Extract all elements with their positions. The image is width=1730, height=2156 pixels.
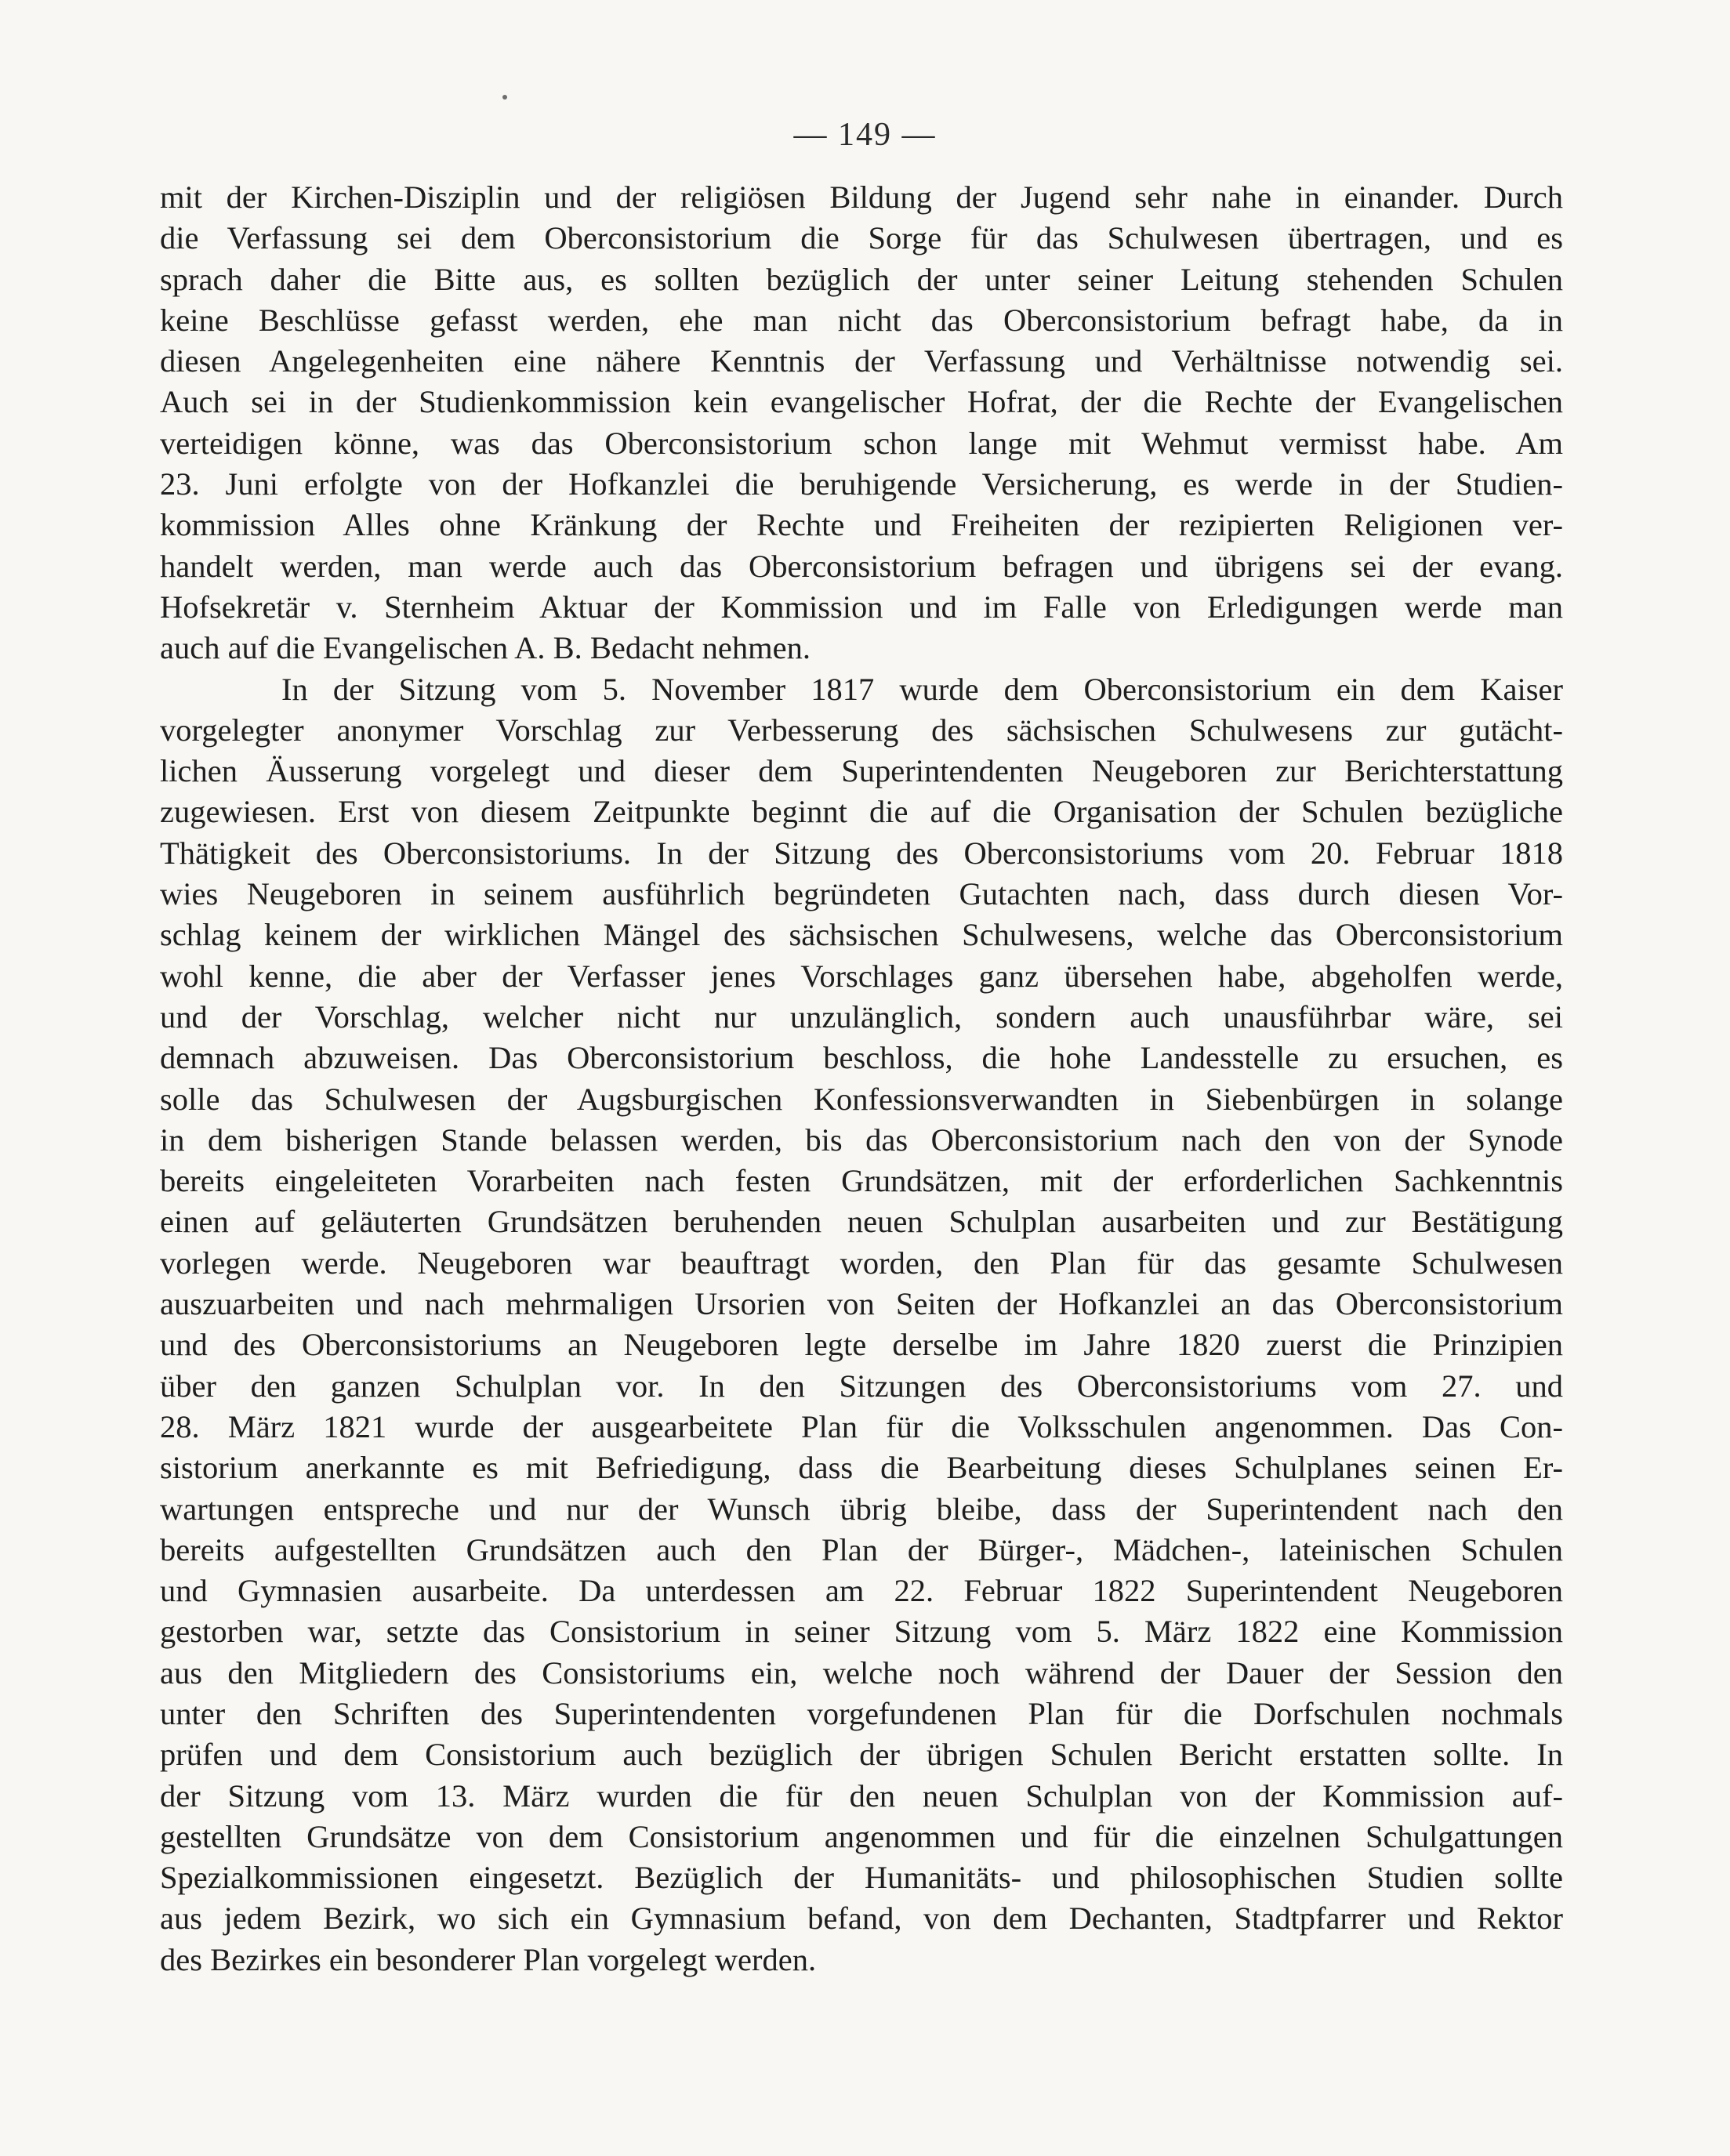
text-line: und der Vorschlag, welcher nicht nur unzulänglich, sondern auch unausführbar wäre, sei	[160, 998, 1563, 1035]
text-line: mit der Kirchen-Disziplin und der religiösen Bildung der Jugend sehr nahe in einander. Durch	[160, 179, 1563, 215]
text-line: kommission Alles ohne Kränkung der Rechte und Freiheiten der rezipierten Religionen ver-	[160, 507, 1563, 543]
body-text	[160, 177, 1563, 1980]
ink-speck	[502, 95, 507, 100]
text-line: Hofsekretär v. Sternheim Aktuar der Kommission und im Falle von Erledigungen werde man	[160, 589, 1563, 625]
text-line: handelt werden, man werde auch das Oberconsistorium befragen und übrigens sei der evang.	[160, 548, 1563, 584]
text-line: wartungen entspreche und nur der Wunsch übrig bleibe, dass der Superintendent nach den	[160, 1491, 1563, 1527]
text-line: aus jedem Bezirk, wo sich ein Gymnasium befand, von dem Dechanten, Stadtpfarrer und Rektor	[160, 1901, 1563, 1937]
text-line: verteidigen könne, was das Oberconsistorium schon lange mit Wehmut vermisst habe. Am	[160, 425, 1563, 461]
text-line: auch auf die Evangelischen A. B. Bedacht nehmen.	[160, 630, 811, 666]
text-line: prüfen und dem Consistorium auch bezüglich der übrigen Schulen Bericht erstatten sollte. In	[160, 1737, 1563, 1773]
text-line: Auch sei in der Studienkommission kein evangelischer Hofrat, der die Rechte der Evangelischen	[160, 384, 1563, 420]
text-line: wohl kenne, die aber der Verfasser jenes Vorschlages ganz übersehen habe, abgeholfen werde,	[160, 958, 1563, 994]
text-line: bereits aufgestellten Grundsätzen auch den Plan der Bürger-, Mädchen-, lateinischen Schulen	[160, 1531, 1563, 1567]
text-line: In der Sitzung vom 5. November 1817 wurde dem Oberconsistorium ein dem Kaiser	[281, 671, 1563, 707]
text-line: lichen Äusserung vorgelegt und dieser dem Superintendenten Neugeboren zur Berichterstattung	[160, 753, 1563, 789]
text-line: des Bezirkes ein besonderer Plan vorgelegt werden.	[160, 1941, 817, 1977]
text-line: sprach daher die Bitte aus, es sollten bezüglich der unter seiner Leitung stehenden Schulen	[160, 261, 1563, 297]
text-line: vorgelegter anonymer Vorschlag zur Verbesserung des sächsischen Schulwesens zur gutächt-	[160, 712, 1563, 748]
text-line: die Verfassung sei dem Oberconsistorium die Sorge für das Schulwesen übertragen, und es	[160, 220, 1563, 256]
text-line: schlag keinem der wirklichen Mängel des sächsischen Schulwesens, welche das Oberconsistorium	[160, 917, 1563, 953]
text-line: Thätigkeit des Oberconsistoriums. In der Sitzung des Oberconsistoriums vom 20. Februar 1818	[160, 835, 1563, 871]
text-line: Spezialkommissionen eingesetzt. Bezüglich der Humanitäts- und philosophischen Studien sollte	[160, 1860, 1563, 1896]
text-line: und Gymnasien ausarbeite. Da unterdessen am 22. Februar 1822 Superintendent Neugeboren	[160, 1573, 1563, 1609]
text-line: 28. März 1821 wurde der ausgearbeitete Plan für die Volksschulen angenommen. Das Con-	[160, 1408, 1563, 1444]
text-line: in dem bisherigen Stande belassen werden, bis das Oberconsistorium nach den von der Synode	[160, 1121, 1563, 1158]
text-line: und des Oberconsistoriums an Neugeboren legte derselbe im Jahre 1820 zuerst die Prinzipien	[160, 1327, 1563, 1363]
text-line: auszuarbeiten und nach mehrmaligen Ursorien von Seiten der Hofkanzlei an das Oberconsistorium	[160, 1286, 1563, 1322]
text-line: 23. Juni erfolgte von der Hofkanzlei die beruhigende Versicherung, es werde in der Studien-	[160, 466, 1563, 502]
text-line: diesen Angelegenheiten eine nähere Kenntnis der Verfassung und Verhältnisse notwendig sei.	[160, 343, 1563, 379]
text-line: unter den Schriften des Superintendenten vorgefundenen Plan für die Dorfschulen nochmals	[160, 1695, 1563, 1731]
text-line: demnach abzuweisen. Das Oberconsistorium beschloss, die hohe Landesstelle zu ersuchen, es	[160, 1040, 1563, 1076]
text-line: bereits eingeleiteten Vorarbeiten nach festen Grundsätzen, mit der erforderlichen Sachkenntnis	[160, 1163, 1563, 1199]
text-line: über den ganzen Schulplan vor. In den Sitzungen des Oberconsistoriums vom 27. und	[160, 1368, 1563, 1404]
text-line: vorlegen werde. Neugeboren war beauftragt worden, den Plan für das gesamte Schulwesen	[160, 1245, 1563, 1281]
text-line: zugewiesen. Erst von diesem Zeitpunkte beginnt die auf die Organisation der Schulen bezügliche	[160, 794, 1563, 830]
text-line: wies Neugeboren in seinem ausführlich begründeten Gutachten nach, dass durch diesen Vor-	[160, 876, 1563, 912]
text-line: aus den Mitgliedern des Consistoriums ein, welche noch während der Dauer der Session den	[160, 1654, 1563, 1690]
page-number: — 149 —	[793, 117, 937, 153]
text-line: einen auf geläuterten Grundsätzen beruhenden neuen Schulplan ausarbeiten und zur Bestätigung	[160, 1204, 1563, 1240]
text-line: sistorium anerkannte es mit Befriedigung, dass die Bearbeitung dieses Schulplanes seinen Er-	[160, 1450, 1563, 1486]
text-line: gestorben war, setzte das Consistorium in seiner Sitzung vom 5. März 1822 eine Kommission	[160, 1614, 1563, 1650]
text-line: keine Beschlüsse gefasst werden, ehe man nicht das Oberconsistorium befragt habe, da in	[160, 302, 1563, 338]
text-line: gestellten Grundsätze von dem Consistorium angenommen und für die einzelnen Schulgattungen	[160, 1818, 1563, 1854]
text-line: der Sitzung vom 13. März wurden die für den neuen Schulplan von der Kommission auf-	[160, 1777, 1563, 1814]
text-line: solle das Schulwesen der Augsburgischen Konfessionsverwandten in Siebenbürgen in solange	[160, 1081, 1563, 1117]
